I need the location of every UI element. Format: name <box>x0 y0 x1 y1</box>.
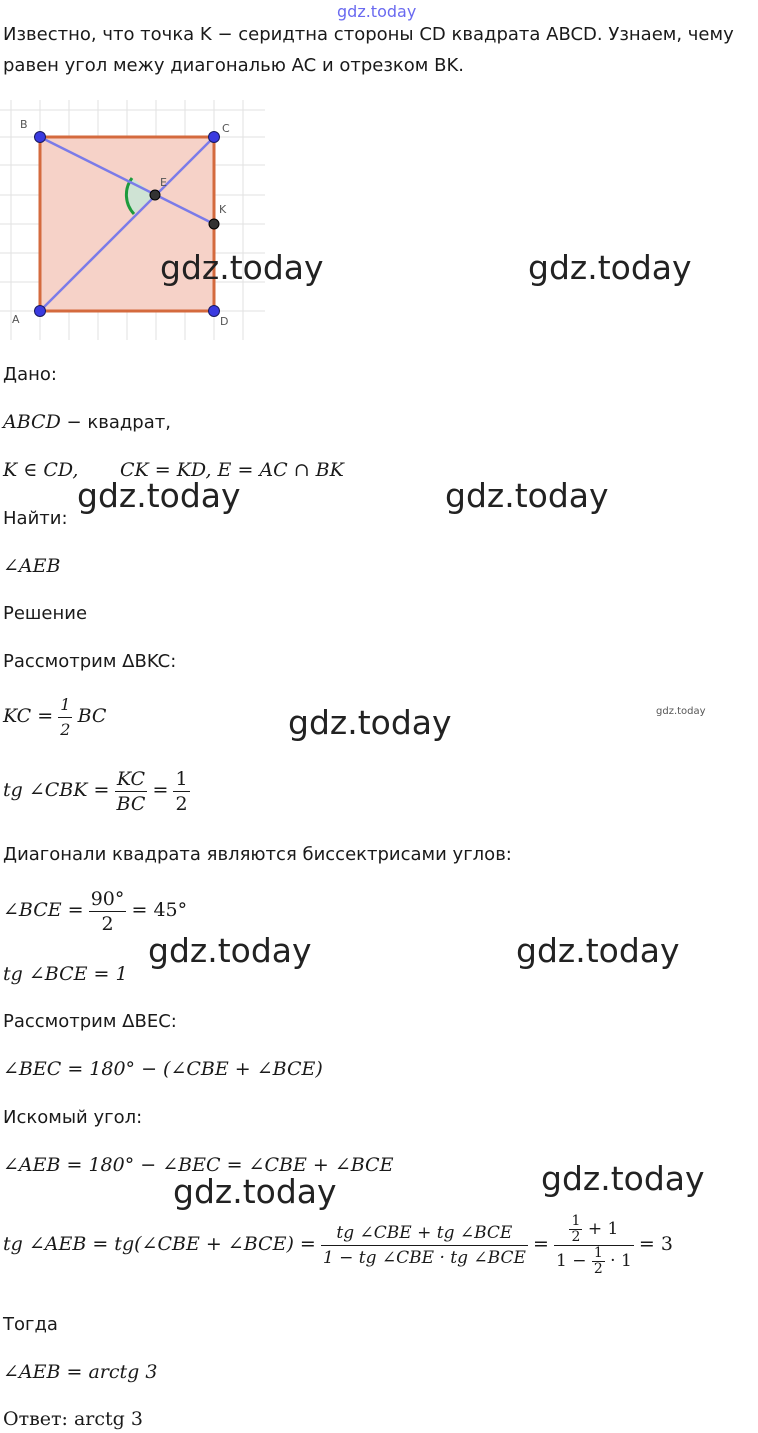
point-e <box>150 190 160 200</box>
given-k-on-cd: K ∈ CD, <box>3 459 79 481</box>
watermark: gdz.today <box>516 931 680 970</box>
kc-equation: KC = $\frac{1}{2}$ BC <box>3 695 107 739</box>
watermark: gdz.today <box>148 931 312 970</box>
problem-line-1: Известно, что точка K − серидтна стороны CD квадрата ABCD. Узнаем, чему <box>3 24 734 45</box>
solution-heading: Решение <box>3 603 88 624</box>
given-square: ABCD − квадрат, <box>3 411 171 433</box>
vertex-d <box>209 306 220 317</box>
problem-line-2: равен угол межу диагональю AC и отрезком BK. <box>3 55 464 76</box>
watermark: gdz.today <box>160 248 324 287</box>
find-target: ∠AEB <box>3 555 61 577</box>
given-midpoint: CK = KD, E = AC ∩ BK <box>120 459 344 481</box>
label-a: A <box>12 313 20 326</box>
watermark: gdz.today <box>77 476 241 515</box>
geometry-figure <box>0 100 265 340</box>
find-heading: Найти: <box>3 508 68 529</box>
then-text: Тогда <box>3 1314 58 1335</box>
aeb-equation: ∠AEB = 180° − ∠BEC = ∠CBE + ∠BCE <box>3 1154 394 1176</box>
vertex-a <box>35 306 46 317</box>
given-heading: Дано: <box>3 364 57 385</box>
watermark-top: gdz.today <box>337 2 417 21</box>
point-k <box>209 219 219 229</box>
aeb-result: ∠AEB = arctg 3 <box>3 1361 158 1383</box>
bce-equation: ∠BCE = $\frac{90^\circ}{2}$ = 45° <box>3 888 188 935</box>
watermark: gdz.today <box>288 703 452 742</box>
answer: Ответ: arctg 3 <box>3 1408 143 1430</box>
consider-bkc: Рассмотрим ΔBKC: <box>3 651 177 672</box>
label-d: D <box>220 315 229 328</box>
bec-equation: ∠BEC = 180° − (∠CBE + ∠BCE) <box>3 1058 323 1080</box>
tg-cbk-equation: tg ∠CBK = $\frac{KC}{BC}$ = $\frac{1}{2}$ <box>3 768 188 815</box>
label-e: E <box>160 176 167 189</box>
watermark: gdz.today <box>173 1172 337 1211</box>
watermark: gdz.today <box>528 248 692 287</box>
vertex-b <box>35 132 46 143</box>
tg-aeb-equation: tg ∠AEB = tg(∠CBE + ∠BCE) = $\frac{\text{tg ∠CBE + tg ∠BCE}}{\text{1 − tg ∠CBE · tg ∠BCE}}$ = $\frac{1}{2}$ + 1 1 − $\frac{1}{2}$ · 1 = 3 <box>3 1213 673 1277</box>
sought-angle: Искомый угол: <box>3 1107 143 1128</box>
watermark: gdz.today <box>541 1159 705 1198</box>
consider-bec: Рассмотрим ΔBEC: <box>3 1011 177 1032</box>
label-b: B <box>20 118 28 131</box>
label-k: K <box>219 203 227 216</box>
watermark: gdz.today <box>445 476 609 515</box>
label-c: C <box>222 122 230 135</box>
vertex-c <box>209 132 220 143</box>
tg-bce: tg ∠BCE = 1 <box>3 963 128 985</box>
watermark-small: gdz.today <box>656 706 706 717</box>
diagonals-text: Диагонали квадрата являются биссектрисами углов: <box>3 844 512 865</box>
